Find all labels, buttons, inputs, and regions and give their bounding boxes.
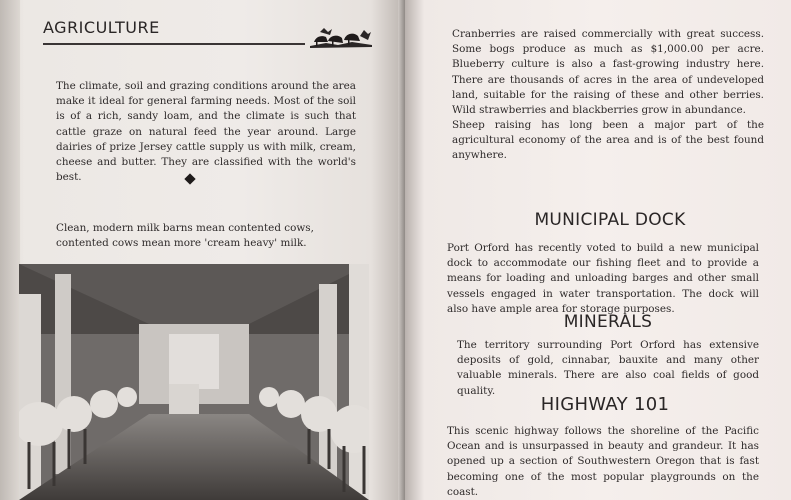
cranberries-paragraph: Cranberries are raised commercially with great success. Some bogs produce as much as $1,000.00 per acre. Blueberry culture is also a fast-growing industry here. There are thousands of acres in the area of undeveloped land, suitable for the raising of these and other berries. Wild strawberries and blackberries grow in abundance.: [452, 28, 764, 117]
agriculture-paragraph: The climate, soil and grazing conditions around the area make it ideal for general farming needs. Most of the soil is of a rich, sandy loam, and the climate is such that cattle graze on natural feed the year around. Large dairies of prize Jersey cattle supply us with milk, cream, cheese and butter. They are classified with the world's best.: [56, 80, 356, 184]
highway-heading: HIGHWAY 101: [540, 394, 670, 415]
minerals-heading: MINERALS: [563, 312, 653, 332]
agriculture-title: AGRICULTURE: [43, 18, 160, 37]
title-rule: [43, 43, 305, 45]
sheep-paragraph: Sheep raising has long been a major part of the agricultural economy of the area and is of the best found anywhere.: [452, 119, 764, 162]
municipal-dock-text: Port Orford has recently voted to build a new municipal dock to accommodate our fishing fleet and to provide a means for loading and unloading barges and other small vessels engaged in water transportation. The dock will also have ample area for storage purposes.: [447, 242, 759, 315]
milk-barn-caption: Clean, modern milk barns mean contented cows, contented cows mean more 'cream heavy' milk.: [56, 222, 314, 250]
municipal-dock-heading: MUNICIPAL DOCK: [534, 210, 686, 230]
highway-text: This scenic highway follows the shoreline of the Pacific Ocean and is unsurpassed in beauty and grandeur. It has opened up a section of Southwestern Oregon that is fast becoming one of the most popular playgrounds on the coast.: [447, 425, 759, 498]
cattle-herd-icon: [308, 26, 374, 52]
minerals-text: The territory surrounding Port Orford has extensive deposits of gold, cinnabar, bauxite and many other valuable minerals. There are also coal fields of good quality.: [457, 339, 759, 397]
milk-barn-photo: [19, 264, 369, 500]
left-page-edge: [0, 0, 20, 500]
